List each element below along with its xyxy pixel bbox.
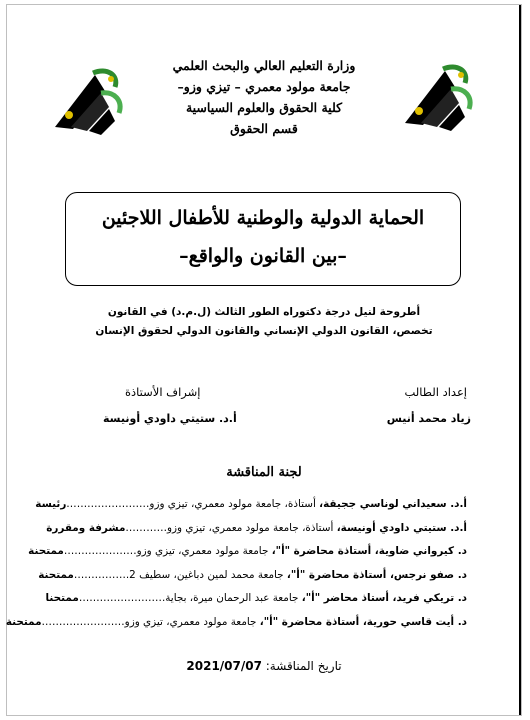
member-role: مشرفة ومقررة	[46, 521, 126, 534]
member-affiliation: جامعة مولود معمري، تيزي وزو……………………	[41, 615, 260, 628]
supervisor-label: إشراف الأستاذة	[125, 385, 201, 399]
document-page	[6, 4, 522, 716]
member-name: د. صفو نرجس، أستاذة محاضرة "أ"،	[286, 568, 467, 581]
member-name: د. كيرواني ضاوية، أستاذة محاضرة "أ"،	[271, 545, 467, 557]
member-affiliation: أستاذة، جامعة مولود معمري، تيزي وزو……………………	[66, 498, 320, 510]
member-affiliation: جامعة مولود معمري، تيزي وزو…………………	[63, 545, 272, 557]
member-role: ممتحنة	[5, 615, 42, 628]
supervisor-name: أ.د. ستيتي داودي أونيسة	[103, 412, 237, 425]
member-name: أ.د. سعيداني لوناسي ججيقة،	[319, 498, 467, 510]
member-name: د. تريكي فريد، أستاذ محاضر "أ"،	[301, 592, 467, 604]
committee-member	[5, 611, 467, 635]
committee-member	[28, 540, 467, 564]
thesis-degree-description	[7, 303, 521, 341]
committee-member	[45, 587, 467, 611]
institution-header	[7, 55, 521, 139]
committee-member	[35, 493, 467, 517]
thesis-degree-line: أطروحة لنيل درجة دكتوراه الطور الثالث (ل.م.د) في القانون	[107, 306, 421, 318]
thesis-subtitle: –بين القانون والواقع–	[179, 245, 347, 267]
faculty-line: كلية الحقوق والعلوم السياسية	[185, 100, 343, 115]
committee-title: لجنة المناقشة	[226, 465, 302, 480]
member-role: ممتحنا	[45, 592, 79, 604]
member-affiliation: أستاذة، جامعة مولود معمري، تيزي وزو…………	[125, 521, 337, 534]
member-role: ممتحنة	[28, 545, 64, 557]
ministry-line: وزارة التعليم العالي والبحث العلمي	[172, 58, 356, 73]
member-name: د. أيت قاسي حورية، أستاذة محاضرة "أ"،	[259, 615, 467, 628]
defense-date-value: 2021/07/07	[186, 659, 262, 673]
preparer-label: إعداد الطالب	[404, 385, 467, 399]
committee-member	[38, 564, 467, 588]
department-line: قسم الحقوق	[230, 121, 298, 136]
committee-members-list	[5, 493, 467, 634]
member-role: رئيسة	[35, 498, 67, 510]
member-affiliation: جامعة عبد الرحمان ميرة، بجاية.……………………	[78, 592, 302, 604]
member-name: أ.د. ستيتي داودي أونيسة،	[336, 521, 467, 534]
member-role: ممتحنة	[38, 568, 74, 581]
thesis-title-box	[65, 192, 461, 286]
preparer-name: زياد محمد أنيس	[386, 412, 471, 425]
thesis-title: الحماية الدولية والوطنية للأطفال اللاجئين	[101, 207, 425, 229]
defense-date-label: تاريخ المناقشة:	[261, 659, 342, 673]
committee-member	[46, 517, 467, 541]
member-affiliation: جامعة محمد لمين دباغين، سطيف 2.……………	[73, 568, 287, 581]
university-line: جامعة مولود معمري – تيزي وزو–	[177, 79, 351, 94]
thesis-specialty-line: تخصص، القانون الدولي الإنساني والقانون الدولي لحقوق الإنسان	[95, 325, 433, 337]
defense-date	[7, 659, 521, 673]
